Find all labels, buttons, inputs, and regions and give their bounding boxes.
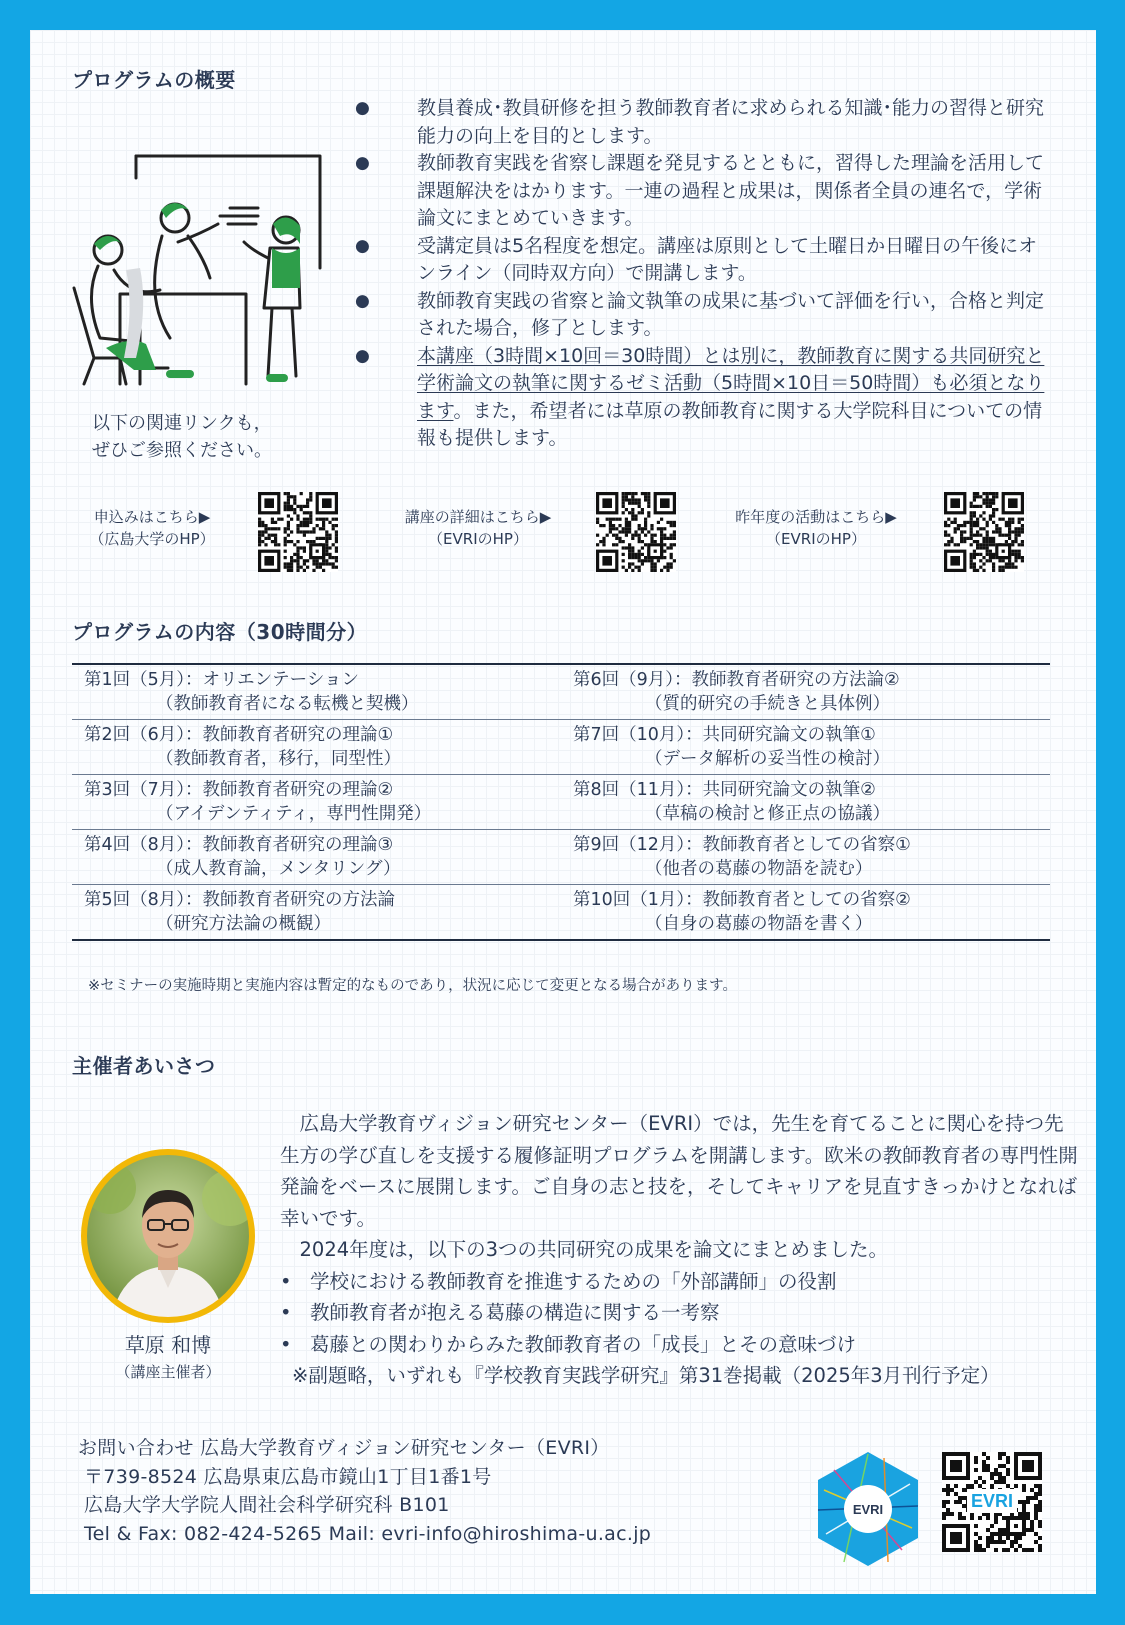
organizer-name: 草原 和博 bbox=[124, 1333, 212, 1357]
session-subtitle: （他者の葛藤の物語を読む） bbox=[645, 859, 873, 879]
program-row bbox=[72, 775, 1050, 830]
flyer-sheet bbox=[30, 30, 1096, 1594]
program-row bbox=[72, 885, 1050, 941]
contact-block bbox=[78, 1434, 651, 1548]
session-title: 第6回（9月）：教師教育者研究の方法論② bbox=[573, 670, 900, 690]
program-session bbox=[72, 720, 561, 775]
meeting-illustration bbox=[70, 148, 360, 408]
session-title: 第8回（11月）：共同研究論文の執筆② bbox=[573, 780, 876, 800]
activity-qr-code[interactable] bbox=[944, 492, 1024, 572]
overview-bullet: ● 教師教育実践を省察し課題を発見するとともに，習得した理論を活用して課題解決をはかります。一連の過程と成果は，関係者全員の連名で，学術論文にまとめていきます。 bbox=[355, 150, 1055, 233]
activity-link-label[interactable]: 昨年度の活動はこちら▶ （EVRIのHP） bbox=[735, 508, 897, 548]
program-session bbox=[72, 664, 561, 720]
greeting-paragraph: 広島大学教育ヴィジョン研究センター（EVRI）では，先生を育てることに関心を持つ先生方の学び直しを支援する履修証明プログラムを開講します。欧米の教師教育者の専門性開発論をベースに展開します。ご自身の志と技を，そしてキャリアを見直すきっかけとなれば幸いです。 bbox=[280, 1112, 1078, 1230]
session-subtitle: （教師教育者，移行，同型性） bbox=[156, 749, 401, 769]
organizer-role: （講座主催者） bbox=[115, 1363, 221, 1381]
organizer-photo bbox=[80, 1148, 256, 1324]
overview-bullets bbox=[355, 95, 1055, 453]
evri-logo bbox=[814, 1450, 922, 1568]
contact-phone-mail: Tel & Fax: 082-424-5265 Mail: evri-info@hiroshima-u.ac.jp bbox=[84, 1522, 652, 1545]
program-session bbox=[561, 830, 1050, 885]
session-subtitle: （質的研究の手続きと具体例） bbox=[645, 694, 890, 714]
contact-address: 〒739-8524 広島県東広島市鏡山1丁目1番1号 bbox=[84, 1465, 492, 1488]
details-link-label[interactable]: 講座の詳細はこちら▶ （EVRIのHP） bbox=[404, 508, 552, 548]
session-title: 第1回（5月）：オリエンテーション bbox=[84, 670, 359, 690]
session-title: 第10回（1月）：教師教育者としての省察② bbox=[573, 890, 911, 910]
session-subtitle: （研究方法論の概観） bbox=[156, 914, 331, 934]
apply-qr-code[interactable] bbox=[258, 492, 338, 572]
research-item: • 教師教育者が抱える葛藤の構造に関する一考察 bbox=[280, 1297, 1080, 1329]
session-subtitle: （データ解析の妥当性の検討） bbox=[645, 749, 890, 769]
apply-link-label[interactable]: 申込みはこちら▶ （広島大学のHP） bbox=[89, 508, 215, 548]
overview-bullet: ● 本講座（3時間×10回＝30時間）とは別に，教師教育に関する共同研究と学術論文の執筆に関するゼミ活動（5時間×10日＝50時間）も必須となります。また，希望者には草原の教師教育に関する大学院科目についての情報も提供します。 bbox=[355, 343, 1055, 453]
session-title: 第4回（8月）：教師教育者研究の理論③ bbox=[84, 835, 394, 855]
program-session bbox=[72, 885, 561, 941]
program-session bbox=[72, 830, 561, 885]
session-title: 第9回（12月）：教師教育者としての省察① bbox=[573, 835, 911, 855]
greeting-body bbox=[280, 1108, 1080, 1392]
required-seminar-note: 本講座（3時間×10回＝30時間）とは別に，教師教育に関する共同研究と学術論文の執筆に関するゼミ活動（5時間×10日＝50時間）も必須となります bbox=[417, 344, 1045, 422]
evri-qr-overlay: EVRI bbox=[967, 1489, 1017, 1513]
program-table bbox=[72, 663, 1050, 941]
program-session bbox=[561, 720, 1050, 775]
overview-bullet: ● 教員養成･教員研修を担う教師教育者に求められる知識･能力の習得と研究能力の向上を目的とします。 bbox=[355, 95, 1055, 150]
program-session bbox=[561, 775, 1050, 830]
overview-title: プログラムの概要 bbox=[72, 68, 236, 92]
session-subtitle: （自身の葛藤の物語を書く） bbox=[645, 914, 873, 934]
program-session bbox=[561, 885, 1050, 941]
program-title: プログラムの内容（30時間分） bbox=[72, 620, 368, 644]
program-note: ※セミナーの実施時期と実施内容は暫定的なものであり，状況に応じて変更となる場合があります。 bbox=[88, 978, 737, 994]
overview-bullet: ● 受講定員は5名程度を想定。講座は原則として土曜日か日曜日の午後にオンライン（同時双方向）で開講します。 bbox=[355, 233, 1055, 288]
greeting-title: 主催者あいさつ bbox=[72, 1054, 216, 1078]
session-subtitle: （教師教育者になる転機と契機） bbox=[156, 694, 419, 714]
contact-department: 広島大学大学院人間社会科学研究科 B101 bbox=[84, 1494, 450, 1516]
session-title: 第2回（6月）：教師教育者研究の理論① bbox=[84, 725, 394, 745]
session-title: 第5回（8月）：教師教育者研究の方法論 bbox=[84, 890, 396, 910]
research-item: • 葛藤との関わりからみた教師教育者の「成長」とその意味づけ bbox=[280, 1329, 1080, 1361]
overview-bullet: ● 教師教育実践の省察と論文執筆の成果に基づいて評価を行い，合格と判定された場合，修了とします。 bbox=[355, 288, 1055, 343]
details-qr-code[interactable] bbox=[596, 492, 676, 572]
related-links-note: 以下の関連リンクも， ぜひご参照ください。 bbox=[92, 413, 272, 461]
session-title: 第3回（7月）：教師教育者研究の理論② bbox=[84, 780, 394, 800]
session-subtitle: （草稿の検討と修正点の協議） bbox=[645, 804, 890, 824]
session-title: 第7回（10月）：共同研究論文の執筆① bbox=[573, 725, 876, 745]
program-row bbox=[72, 664, 1050, 720]
greeting-paragraph: 2024年度は，以下の3つの共同研究の成果を論文にまとめました。 bbox=[280, 1238, 889, 1261]
program-session bbox=[72, 775, 561, 830]
session-subtitle: （アイデンティティ，専門性開発） bbox=[156, 804, 432, 824]
research-item: • 学校における教師教育を推進するための「外部講師」の役割 bbox=[280, 1266, 1080, 1298]
contact-heading: お問い合わせ 広島大学教育ヴィジョン研究センター（EVRI） bbox=[78, 1437, 610, 1459]
program-session bbox=[561, 664, 1050, 720]
evri-logo-text: EVRI bbox=[852, 1502, 884, 1517]
program-row bbox=[72, 830, 1050, 885]
session-subtitle: （成人教育論，メンタリング） bbox=[156, 859, 401, 879]
publication-note: ※副題略，いずれも『学校教育実践学研究』第31巻掲載（2025年3月刊行予定） bbox=[292, 1364, 1000, 1387]
program-row bbox=[72, 720, 1050, 775]
